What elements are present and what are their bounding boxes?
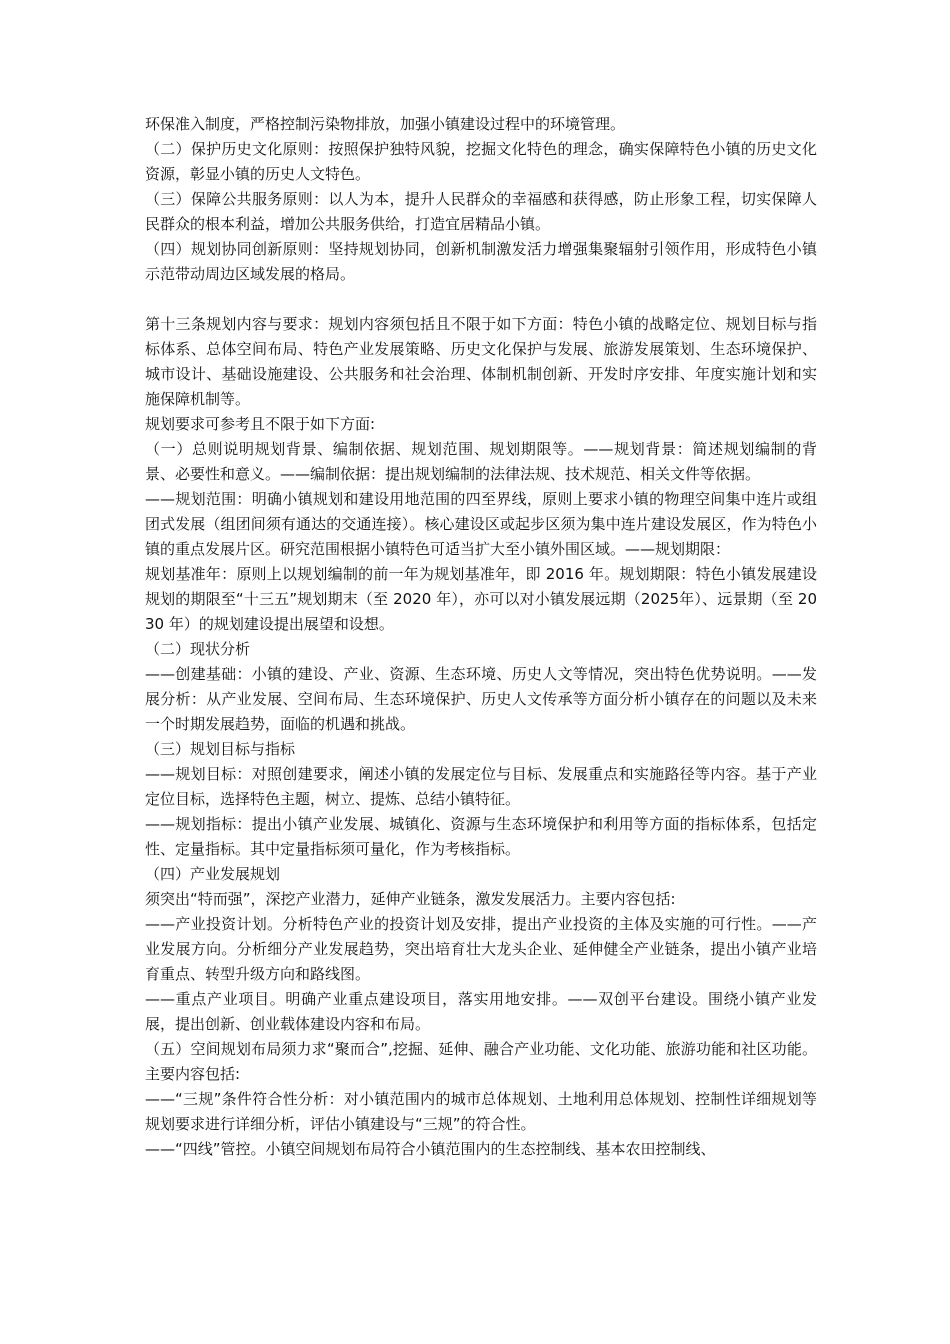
paragraph-environment-access: 环保准入制度，严格控制污染物排放，加强小镇建设过程中的环境管理。	[145, 115, 626, 133]
paragraph-planning-indicators: ——规划指标：提出小镇产业发展、城镇化、资源与生态环境保护和利用等方面的指标体系，包括定性、定量指标。其中定量指标须可量化，作为考核指标。	[145, 815, 817, 858]
paragraph-spacer	[145, 287, 817, 312]
paragraph-principle-3: （三）保障公共服务原则：以人为本，提升人民群众的幸福感和获得感，防止形象工程，切实保障人民群众的根本利益，增加公共服务供给，打造宜居精品小镇。	[145, 190, 817, 233]
paragraph-planning-scope: ——规划范围：明确小镇规划和建设用地范围的四至界线，原则上要求小镇的物理空间集中连片或组团式发展（组团间须有通达的交通连接）。核心建设区或起步区须为集中连片建设发展区，作为特色小镇的重点发展片区。研究范围根据小镇特色可适当扩大至小镇外围区域。——规划期限：	[145, 490, 817, 558]
heading-goals-indicators: （三）规划目标与指标	[145, 740, 296, 758]
paragraph-general-rules: （一）总则说明规划背景、编制依据、规划范围、规划期限等。——规划背景：简述规划编制的背景、必要性和意义。——编制依据：提出规划编制的法律法规、技术规范、相关文件等依据。	[145, 440, 817, 483]
paragraph-investment-plan: ——产业投资计划。分析特色产业的投资计划及安排，提出产业投资的主体及实施的可行性。——产业发展方向。分析细分产业发展趋势，突出培育壮大龙头企业、延伸健全产业链条，提出小镇产业培育重点、转型升级方向和路线图。	[145, 915, 817, 983]
paragraph-creation-basis: ——创建基础：小镇的建设、产业、资源、生态环境、历史人文等情况，突出特色优势说明。——发展分析：从产业发展、空间布局、生态环境保护、历史人文传承等方面分析小镇存在的问题以及未来一个时期发展趋势，面临的机遇和挑战。	[145, 665, 817, 733]
paragraph-requirements-intro: 规划要求可参考且不限于如下方面:	[145, 415, 376, 433]
paragraph-industry-intro: 须突出“特而强”，深挖产业潜力，延伸产业链条，激发发展活力。主要内容包括:	[145, 890, 676, 908]
heading-industry-plan: （四）产业发展规划	[145, 865, 281, 883]
document-body	[145, 112, 817, 1162]
paragraph-principle-2: （二）保护历史文化原则：按照保护独特风貌，挖掘文化特色的理念，确实保障特色小镇的历史文化资源，彰显小镇的历史人文特色。	[145, 140, 817, 183]
paragraph-article-13: 第十三条规划内容与要求：规划内容须包括且不限于如下方面：特色小镇的战略定位、规划目标与指标体系、总体空间布局、特色产业发展策略、历史文化保护与发展、旅游发展策划、生态环境保护、城市设计、基础设施建设、公共服务和社会治理、体制机制创新、开发时序安排、年度实施计划和实施保障机制等。	[145, 315, 817, 408]
paragraph-planning-goals: ——规划目标：对照创建要求，阐述小镇的发展定位与目标、发展重点和实施路径等内容。基于产业定位目标，选择特色主题，树立、提炼、总结小镇特征。	[145, 765, 817, 808]
heading-status-analysis: （二）现状分析	[145, 640, 251, 658]
paragraph-base-year: 规划基准年：原则上以规划编制的前一年为规划基准年，即 2016 年。规划期限：特色小镇发展建设规划的期限至“十三五”规划期末（至 2020 年），亦可以对小镇发展远期（2025年）、远景期（至 2030 年）的规划建设提出展望和设想。	[145, 565, 817, 633]
paragraph-four-lines: ——“四线”管控。小镇空间规划布局符合小镇范围内的生态控制线、基本农田控制线、	[145, 1140, 716, 1158]
paragraph-three-plans: ——“三规”条件符合性分析：对小镇范围内的城市总体规划、土地利用总体规划、控制性详细规划等规划要求进行详细分析，评估小镇建设与“三规”的符合性。	[145, 1090, 817, 1133]
paragraph-spatial-layout: （五）空间规划布局须力求“聚而合”,挖掘、延伸、融合产业功能、文化功能、旅游功能和社区功能。主要内容包括:	[145, 1040, 817, 1083]
paragraph-key-projects: ——重点产业项目。明确产业重点建设项目，落实用地安排。——双创平台建设。围绕小镇产业发展，提出创新、创业载体建设内容和布局。	[145, 990, 817, 1033]
paragraph-principle-4: （四）规划协同创新原则：坚持规划协同，创新机制激发活力增强集聚辐射引领作用，形成特色小镇示范带动周边区域发展的格局。	[145, 240, 817, 283]
